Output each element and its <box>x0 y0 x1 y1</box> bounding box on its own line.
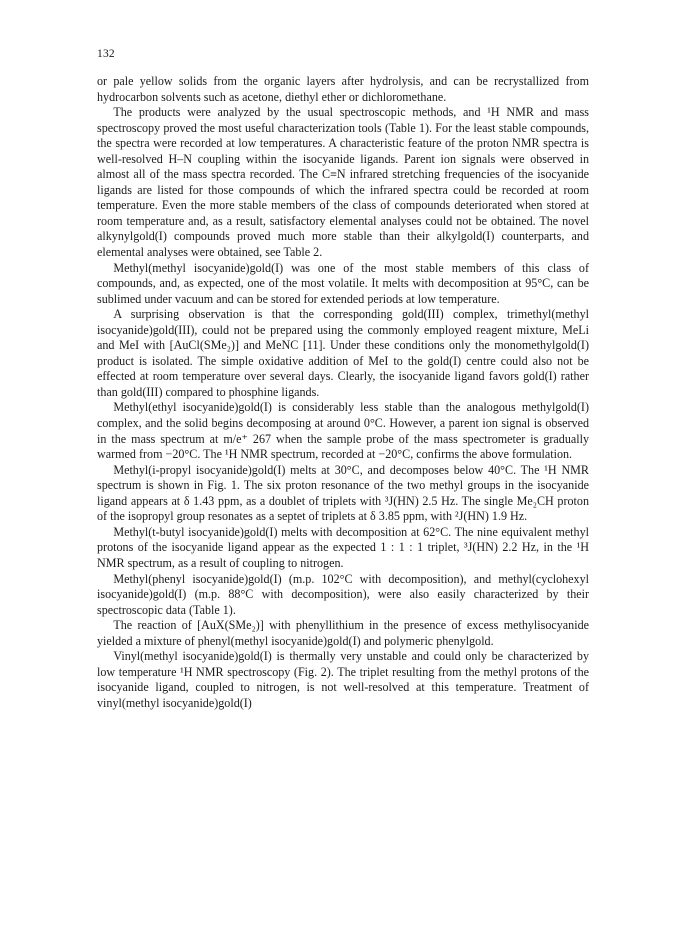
paragraph: Methyl(methyl isocyanide)gold(I) was one of the most stable members of this class of compounds, and, as expected, one of the most volatile. It melts with decomposition at 95°C, can be sublimed under vacuum and can be stored for extended periods at low temperature. <box>97 260 589 306</box>
paragraph: The reaction of [AuX(SMe₂)] with phenyllithium in the presence of excess methylisocyanide yielded a mixture of phenyl(methyl isocyanide)gold(I) and polymeric phenylgold. <box>97 618 589 648</box>
paragraph: Methyl(t-butyl isocyanide)gold(I) melts with decomposition at 62°C. The nine equivalent methyl protons of the isocyanide ligand appear as the expected 1 : 1 : 1 triplet, ³J(HN) 2.2 Hz, in the ¹H NMR spectrum, as a result of coupling to nitrogen. <box>97 524 589 570</box>
paragraph: The products were analyzed by the usual spectroscopic methods, and ¹H NMR and mass spectroscopy proved the most useful characterization tools (Table 1). For the least stable compounds, the spectra were recorded at low temperatures. A characteristic feature of the proton NMR spectra is well-resolved H–N coupling within the isocyanide ligands. Parent ion signals were observed in almost all of the mass spectra recorded. The C≡N infrared stretching frequencies of the isocyanide ligands are listed for those compounds of which the infrared spectra could be recorded at room temperature. Even the more stable members of the class of compounds deteriorated when stored at room temperature and, as a result, satisfactory elemental analyses could not be obtained. The novel alkynylgold(I) compounds proved much more stable than their alkylgold(I) counterparts, and elemental analyses were obtained, see Table 2. <box>97 105 589 260</box>
paragraph: Methyl(ethyl isocyanide)gold(I) is considerably less stable than the analogous methylgold(I) complex, and the solid begins decomposing at around 0°C. However, a parent ion signal is observed in the mass spectrum at m/e⁺ 267 when the sample probe of the mass spectrometer is gradually warmed from −20°C. The ¹H NMR spectrum, recorded at −20°C, confirms the above formulation. <box>97 400 589 462</box>
paragraph: Vinyl(methyl isocyanide)gold(I) is thermally very unstable and could only be characterized by low temperature ¹H NMR spectroscopy (Fig. 2). The triplet resulting from the methyl protons of the isocyanide ligand, coupled to nitrogen, is not well-resolved at this temperature. Treatment of vinyl(methyl isocyanide)gold(I) <box>97 649 589 710</box>
paragraph: or pale yellow solids from the organic layers after hydrolysis, and can be recrystallized from hydrocarbon solvents such as acetone, diethyl ether or dichloromethane. <box>97 74 589 104</box>
page-number: 132 <box>97 48 115 60</box>
paragraph: Methyl(phenyl isocyanide)gold(I) (m.p. 102°C with decomposition), and methyl(cyclohexyl isocyanide)gold(I) (m.p. 88°C with decomposition), were also easily characterized by their spectroscopic data (Table 1). <box>97 571 589 617</box>
body-text <box>97 74 589 711</box>
paragraph: Methyl(i-propyl isocyanide)gold(I) melts at 30°C, and decomposes below 40°C. The ¹H NMR spectrum is shown in Fig. 1. The six proton resonance of the two methyl groups in the isocyanide ligand appears at δ 1.43 ppm, as a doublet of triplets with ³J(HN) 2.5 Hz. The single Me₂CH proton of the isopropyl group resonates as a septet of triplets at δ 3.85 ppm, with ²J(HN) 1.9 Hz. <box>97 462 589 524</box>
paragraph: A surprising observation is that the corresponding gold(III) complex, trimethyl(methyl isocyanide)gold(III), could not be prepared using the commonly employed reagent mixture, MeLi and MeI with [AuCl(SMe₂)] and MeNC [11]. Under these conditions only the monomethylgold(I) product is isolated. The simple oxidative addition of MeI to the gold(I) centre could also not be effected at room temperature over several days. Clearly, the isocyanide ligand favors gold(I) rather than gold(III) compared to phosphine ligands. <box>97 307 589 399</box>
